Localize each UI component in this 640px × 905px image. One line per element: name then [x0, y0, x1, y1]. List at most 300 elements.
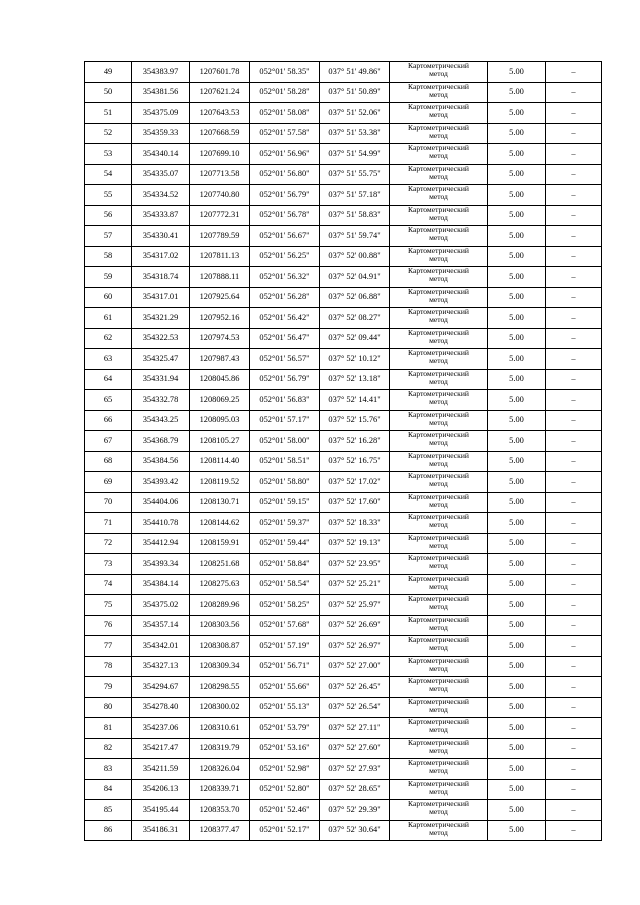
latitude-cell: 052°01' 58.00"	[250, 431, 320, 452]
method-line1: Картометрический	[408, 615, 469, 624]
y-coordinate-cell: 1208310.61	[190, 718, 250, 739]
point-number-cell: 72	[85, 533, 132, 554]
point-number-cell: 74	[85, 574, 132, 595]
method-line2: метод	[429, 356, 448, 365]
method-cell	[390, 226, 488, 247]
longitude-cell: 037° 51' 55.75"	[320, 164, 390, 185]
x-coordinate-cell: 354393.34	[132, 554, 190, 575]
table-row	[85, 533, 602, 554]
method-cell	[390, 554, 488, 575]
y-coordinate-cell: 1208144.62	[190, 513, 250, 534]
dash-cell: –	[546, 615, 602, 636]
y-coordinate-cell: 1208095.03	[190, 410, 250, 431]
point-number-cell: 52	[85, 123, 132, 144]
dash-cell: –	[546, 595, 602, 616]
y-coordinate-cell: 1207888.11	[190, 267, 250, 288]
latitude-cell: 052°01' 59.44"	[250, 533, 320, 554]
latitude-cell: 052°01' 58.54"	[250, 574, 320, 595]
longitude-cell: 037° 52' 26.97"	[320, 636, 390, 657]
method-line1: Картометрический	[408, 758, 469, 767]
method-cell	[390, 369, 488, 390]
y-coordinate-cell: 1207643.53	[190, 103, 250, 124]
x-coordinate-cell: 354410.78	[132, 513, 190, 534]
method-line1: Картометрический	[408, 656, 469, 665]
y-coordinate-cell: 1207713.58	[190, 164, 250, 185]
method-line1: Картометрический	[408, 348, 469, 357]
table-row	[85, 246, 602, 267]
y-coordinate-cell: 1207740.80	[190, 185, 250, 206]
y-coordinate-cell: 1208069.25	[190, 390, 250, 411]
precision-cell: 5.00	[488, 554, 546, 575]
method-cell	[390, 185, 488, 206]
precision-cell: 5.00	[488, 82, 546, 103]
latitude-cell: 052°01' 56.71"	[250, 656, 320, 677]
point-number-cell: 62	[85, 328, 132, 349]
dash-cell: –	[546, 636, 602, 657]
method-line1: Картометрический	[408, 123, 469, 132]
method-line2: метод	[429, 725, 448, 734]
x-coordinate-cell: 354359.33	[132, 123, 190, 144]
longitude-cell: 037° 52' 27.11"	[320, 718, 390, 739]
dash-cell: –	[546, 246, 602, 267]
longitude-cell: 037° 52' 30.64"	[320, 820, 390, 841]
table-row	[85, 410, 602, 431]
dash-cell: –	[546, 779, 602, 800]
dash-cell: –	[546, 349, 602, 370]
x-coordinate-cell: 354335.07	[132, 164, 190, 185]
method-line1: Картометрический	[408, 594, 469, 603]
table-row	[85, 697, 602, 718]
method-cell	[390, 595, 488, 616]
dash-cell: –	[546, 308, 602, 329]
method-cell	[390, 656, 488, 677]
precision-cell: 5.00	[488, 492, 546, 513]
x-coordinate-cell: 354383.97	[132, 62, 190, 83]
x-coordinate-cell: 354278.40	[132, 697, 190, 718]
point-number-cell: 61	[85, 308, 132, 329]
dash-cell: –	[546, 759, 602, 780]
method-line1: Картометрический	[408, 246, 469, 255]
method-line1: Картометрический	[408, 676, 469, 685]
point-number-cell: 83	[85, 759, 132, 780]
y-coordinate-cell: 1208326.04	[190, 759, 250, 780]
longitude-cell: 037° 51' 54.99"	[320, 144, 390, 165]
latitude-cell: 052°01' 56.25"	[250, 246, 320, 267]
point-number-cell: 60	[85, 287, 132, 308]
precision-cell: 5.00	[488, 62, 546, 83]
latitude-cell: 052°01' 56.28"	[250, 287, 320, 308]
point-number-cell: 58	[85, 246, 132, 267]
method-cell	[390, 697, 488, 718]
longitude-cell: 037° 52' 17.02"	[320, 472, 390, 493]
point-number-cell: 55	[85, 185, 132, 206]
x-coordinate-cell: 354318.74	[132, 267, 190, 288]
x-coordinate-cell: 354317.02	[132, 246, 190, 267]
longitude-cell: 037° 52' 18.33"	[320, 513, 390, 534]
method-cell	[390, 677, 488, 698]
longitude-cell: 037° 52' 13.18"	[320, 369, 390, 390]
method-line2: метод	[429, 663, 448, 673]
x-coordinate-cell: 354217.47	[132, 738, 190, 759]
table-row	[85, 328, 602, 349]
method-cell	[390, 123, 488, 144]
point-number-cell: 70	[85, 492, 132, 513]
method-line1: Картометрический	[408, 779, 469, 788]
method-line1: Картометрический	[408, 61, 469, 70]
precision-cell: 5.00	[488, 369, 546, 390]
method-line2: метод	[429, 376, 448, 386]
longitude-cell: 037° 52' 15.76"	[320, 410, 390, 431]
y-coordinate-cell: 1208289.96	[190, 595, 250, 616]
method-line1: Картометрический	[408, 287, 469, 296]
y-coordinate-cell: 1208319.79	[190, 738, 250, 759]
x-coordinate-cell: 354332.78	[132, 390, 190, 411]
method-line2: метод	[429, 499, 448, 509]
longitude-cell: 037° 51' 57.18"	[320, 185, 390, 206]
method-cell	[390, 574, 488, 595]
y-coordinate-cell: 1207772.31	[190, 205, 250, 226]
longitude-cell: 037° 52' 16.75"	[320, 451, 390, 472]
precision-cell: 5.00	[488, 636, 546, 657]
dash-cell: –	[546, 328, 602, 349]
precision-cell: 5.00	[488, 164, 546, 185]
dash-cell: –	[546, 369, 602, 390]
y-coordinate-cell: 1208275.63	[190, 574, 250, 595]
method-line2: метод	[429, 479, 448, 488]
longitude-cell: 037° 52' 08.27"	[320, 308, 390, 329]
x-coordinate-cell: 354331.94	[132, 369, 190, 390]
dash-cell: –	[546, 472, 602, 493]
method-line1: Картометрический	[408, 471, 469, 480]
latitude-cell: 052°01' 57.17"	[250, 410, 320, 431]
precision-cell: 5.00	[488, 103, 546, 124]
dash-cell: –	[546, 431, 602, 452]
table-row	[85, 185, 602, 206]
precision-cell: 5.00	[488, 800, 546, 821]
y-coordinate-cell: 1207789.59	[190, 226, 250, 247]
method-cell	[390, 103, 488, 124]
method-cell	[390, 533, 488, 554]
precision-cell: 5.00	[488, 328, 546, 349]
y-coordinate-cell: 1208159.91	[190, 533, 250, 554]
dash-cell: –	[546, 123, 602, 144]
method-line1: Картометрический	[408, 430, 469, 439]
method-line2: метод	[429, 684, 448, 693]
table-row	[85, 349, 602, 370]
dash-cell: –	[546, 267, 602, 288]
table-row	[85, 103, 602, 124]
point-number-cell: 75	[85, 595, 132, 616]
method-line1: Картометрический	[408, 492, 469, 501]
method-line1: Картометрический	[408, 799, 469, 808]
precision-cell: 5.00	[488, 759, 546, 780]
precision-cell: 5.00	[488, 267, 546, 288]
dash-cell: –	[546, 226, 602, 247]
latitude-cell: 052°01' 58.35"	[250, 62, 320, 83]
method-line2: метод	[429, 807, 448, 816]
point-number-cell: 49	[85, 62, 132, 83]
method-line1: Картометрический	[408, 143, 469, 152]
latitude-cell: 052°01' 56.96"	[250, 144, 320, 165]
table-row	[85, 554, 602, 575]
method-cell	[390, 410, 488, 431]
longitude-cell: 037° 52' 25.97"	[320, 595, 390, 616]
dash-cell: –	[546, 451, 602, 472]
x-coordinate-cell: 354342.01	[132, 636, 190, 657]
latitude-cell: 052°01' 58.08"	[250, 103, 320, 124]
method-cell	[390, 431, 488, 452]
y-coordinate-cell: 1208300.02	[190, 697, 250, 718]
table-row	[85, 82, 602, 103]
precision-cell: 5.00	[488, 451, 546, 472]
x-coordinate-cell: 354384.56	[132, 451, 190, 472]
point-number-cell: 69	[85, 472, 132, 493]
y-coordinate-cell: 1207621.24	[190, 82, 250, 103]
latitude-cell: 052°01' 53.16"	[250, 738, 320, 759]
y-coordinate-cell: 1207811.13	[190, 246, 250, 267]
method-line2: метод	[429, 643, 448, 652]
method-cell	[390, 349, 488, 370]
table-row	[85, 205, 602, 226]
method-line2: метод	[429, 192, 448, 201]
precision-cell: 5.00	[488, 513, 546, 534]
latitude-cell: 052°01' 52.80"	[250, 779, 320, 800]
method-line2: метод	[429, 397, 448, 406]
x-coordinate-cell: 354357.14	[132, 615, 190, 636]
table-row	[85, 123, 602, 144]
longitude-cell: 037° 52' 00.88"	[320, 246, 390, 267]
precision-cell: 5.00	[488, 697, 546, 718]
latitude-cell: 052°01' 55.66"	[250, 677, 320, 698]
y-coordinate-cell: 1208339.71	[190, 779, 250, 800]
dash-cell: –	[546, 390, 602, 411]
method-line1: Картометрический	[408, 307, 469, 316]
x-coordinate-cell: 354294.67	[132, 677, 190, 698]
point-number-cell: 82	[85, 738, 132, 759]
x-coordinate-cell: 354381.56	[132, 82, 190, 103]
dash-cell: –	[546, 410, 602, 431]
method-line1: Картометрический	[408, 164, 469, 173]
method-line2: метод	[429, 171, 448, 181]
dash-cell: –	[546, 513, 602, 534]
point-number-cell: 78	[85, 656, 132, 677]
method-line1: Картометрический	[408, 635, 469, 644]
longitude-cell: 037° 51' 52.06"	[320, 103, 390, 124]
dash-cell: –	[546, 62, 602, 83]
dash-cell: –	[546, 492, 602, 513]
latitude-cell: 052°01' 55.13"	[250, 697, 320, 718]
x-coordinate-cell: 354375.09	[132, 103, 190, 124]
dash-cell: –	[546, 103, 602, 124]
longitude-cell: 037° 52' 28.65"	[320, 779, 390, 800]
method-line2: метод	[429, 315, 448, 324]
dash-cell: –	[546, 718, 602, 739]
dash-cell: –	[546, 677, 602, 698]
method-line1: Картометрический	[408, 820, 469, 829]
dash-cell: –	[546, 82, 602, 103]
table-row	[85, 800, 602, 821]
table-row	[85, 431, 602, 452]
method-line1: Картометрический	[408, 410, 469, 419]
method-cell	[390, 205, 488, 226]
x-coordinate-cell: 354393.42	[132, 472, 190, 493]
method-cell	[390, 779, 488, 800]
dash-cell: –	[546, 697, 602, 718]
longitude-cell: 037° 52' 26.54"	[320, 697, 390, 718]
method-line1: Картометрический	[408, 553, 469, 562]
coordinates-table	[84, 61, 602, 841]
point-number-cell: 57	[85, 226, 132, 247]
point-number-cell: 71	[85, 513, 132, 534]
coordinates-table-body	[85, 62, 602, 841]
x-coordinate-cell: 354321.29	[132, 308, 190, 329]
latitude-cell: 052°01' 56.79"	[250, 369, 320, 390]
method-line1: Картометрический	[408, 184, 469, 193]
method-cell	[390, 390, 488, 411]
point-number-cell: 81	[85, 718, 132, 739]
method-cell	[390, 246, 488, 267]
x-coordinate-cell: 354412.94	[132, 533, 190, 554]
x-coordinate-cell: 354317.01	[132, 287, 190, 308]
method-line1: Картометрический	[408, 717, 469, 726]
x-coordinate-cell: 354195.44	[132, 800, 190, 821]
y-coordinate-cell: 1208308.87	[190, 636, 250, 657]
precision-cell: 5.00	[488, 431, 546, 452]
x-coordinate-cell: 354206.13	[132, 779, 190, 800]
method-cell	[390, 615, 488, 636]
y-coordinate-cell: 1208045.86	[190, 369, 250, 390]
y-coordinate-cell: 1208377.47	[190, 820, 250, 841]
latitude-cell: 052°01' 58.28"	[250, 82, 320, 103]
point-number-cell: 86	[85, 820, 132, 841]
latitude-cell: 052°01' 52.98"	[250, 759, 320, 780]
y-coordinate-cell: 1208251.68	[190, 554, 250, 575]
table-row	[85, 779, 602, 800]
precision-cell: 5.00	[488, 595, 546, 616]
x-coordinate-cell: 354186.31	[132, 820, 190, 841]
latitude-cell: 052°01' 52.17"	[250, 820, 320, 841]
x-coordinate-cell: 354343.25	[132, 410, 190, 431]
precision-cell: 5.00	[488, 185, 546, 206]
method-line1: Картометрический	[408, 82, 469, 91]
table-row	[85, 451, 602, 472]
point-number-cell: 68	[85, 451, 132, 472]
method-cell	[390, 759, 488, 780]
latitude-cell: 052°01' 56.79"	[250, 185, 320, 206]
x-coordinate-cell: 354404.06	[132, 492, 190, 513]
latitude-cell: 052°01' 53.79"	[250, 718, 320, 739]
precision-cell: 5.00	[488, 246, 546, 267]
precision-cell: 5.00	[488, 677, 546, 698]
table-row	[85, 513, 602, 534]
point-number-cell: 54	[85, 164, 132, 185]
point-number-cell: 63	[85, 349, 132, 370]
method-line2: метод	[429, 253, 448, 263]
table-row	[85, 656, 602, 677]
longitude-cell: 037° 51' 49.86"	[320, 62, 390, 83]
method-line2: метод	[429, 766, 448, 775]
method-line1: Картометрический	[408, 328, 469, 337]
method-line2: метод	[429, 704, 448, 714]
y-coordinate-cell: 1207974.53	[190, 328, 250, 349]
x-coordinate-cell: 354322.53	[132, 328, 190, 349]
latitude-cell: 052°01' 56.32"	[250, 267, 320, 288]
latitude-cell: 052°01' 56.42"	[250, 308, 320, 329]
latitude-cell: 052°01' 58.84"	[250, 554, 320, 575]
method-line1: Картометрический	[408, 697, 469, 706]
dash-cell: –	[546, 144, 602, 165]
y-coordinate-cell: 1207601.78	[190, 62, 250, 83]
point-number-cell: 77	[85, 636, 132, 657]
method-line2: метод	[429, 130, 448, 140]
table-row	[85, 759, 602, 780]
dash-cell: –	[546, 185, 602, 206]
y-coordinate-cell: 1208303.56	[190, 615, 250, 636]
precision-cell: 5.00	[488, 656, 546, 677]
point-number-cell: 73	[85, 554, 132, 575]
method-line2: метод	[429, 786, 448, 796]
method-line2: метод	[429, 110, 448, 119]
latitude-cell: 052°01' 56.83"	[250, 390, 320, 411]
point-number-cell: 67	[85, 431, 132, 452]
table-row	[85, 738, 602, 759]
longitude-cell: 037° 51' 53.38"	[320, 123, 390, 144]
longitude-cell: 037° 52' 26.69"	[320, 615, 390, 636]
method-cell	[390, 144, 488, 165]
method-line1: Картометрический	[408, 738, 469, 747]
method-line1: Картометрический	[408, 451, 469, 460]
x-coordinate-cell: 354237.06	[132, 718, 190, 739]
method-line2: метод	[429, 561, 448, 570]
method-cell	[390, 308, 488, 329]
dash-cell: –	[546, 287, 602, 308]
latitude-cell: 052°01' 57.58"	[250, 123, 320, 144]
longitude-cell: 037° 51' 58.83"	[320, 205, 390, 226]
x-coordinate-cell: 354340.14	[132, 144, 190, 165]
method-line1: Картометрический	[408, 205, 469, 214]
y-coordinate-cell: 1208130.71	[190, 492, 250, 513]
latitude-cell: 052°01' 58.80"	[250, 472, 320, 493]
method-line1: Картометрический	[408, 266, 469, 275]
table-row	[85, 390, 602, 411]
method-line1: Картометрический	[408, 225, 469, 234]
point-number-cell: 66	[85, 410, 132, 431]
table-row	[85, 308, 602, 329]
table-row	[85, 62, 602, 83]
table-row	[85, 636, 602, 657]
longitude-cell: 037° 52' 16.28"	[320, 431, 390, 452]
method-line2: метод	[429, 581, 448, 591]
point-number-cell: 80	[85, 697, 132, 718]
longitude-cell: 037° 52' 25.21"	[320, 574, 390, 595]
point-number-cell: 56	[85, 205, 132, 226]
method-line2: метод	[429, 233, 448, 242]
dash-cell: –	[546, 533, 602, 554]
x-coordinate-cell: 354368.79	[132, 431, 190, 452]
longitude-cell: 037° 52' 23.95"	[320, 554, 390, 575]
table-row	[85, 369, 602, 390]
method-cell	[390, 718, 488, 739]
table-row	[85, 287, 602, 308]
precision-cell: 5.00	[488, 615, 546, 636]
longitude-cell: 037° 52' 10.12"	[320, 349, 390, 370]
method-line1: Картометрический	[408, 533, 469, 542]
table-row	[85, 472, 602, 493]
method-line2: метод	[429, 827, 448, 837]
method-line1: Картометрический	[408, 369, 469, 378]
method-line2: метод	[429, 622, 448, 632]
dash-cell: –	[546, 656, 602, 677]
